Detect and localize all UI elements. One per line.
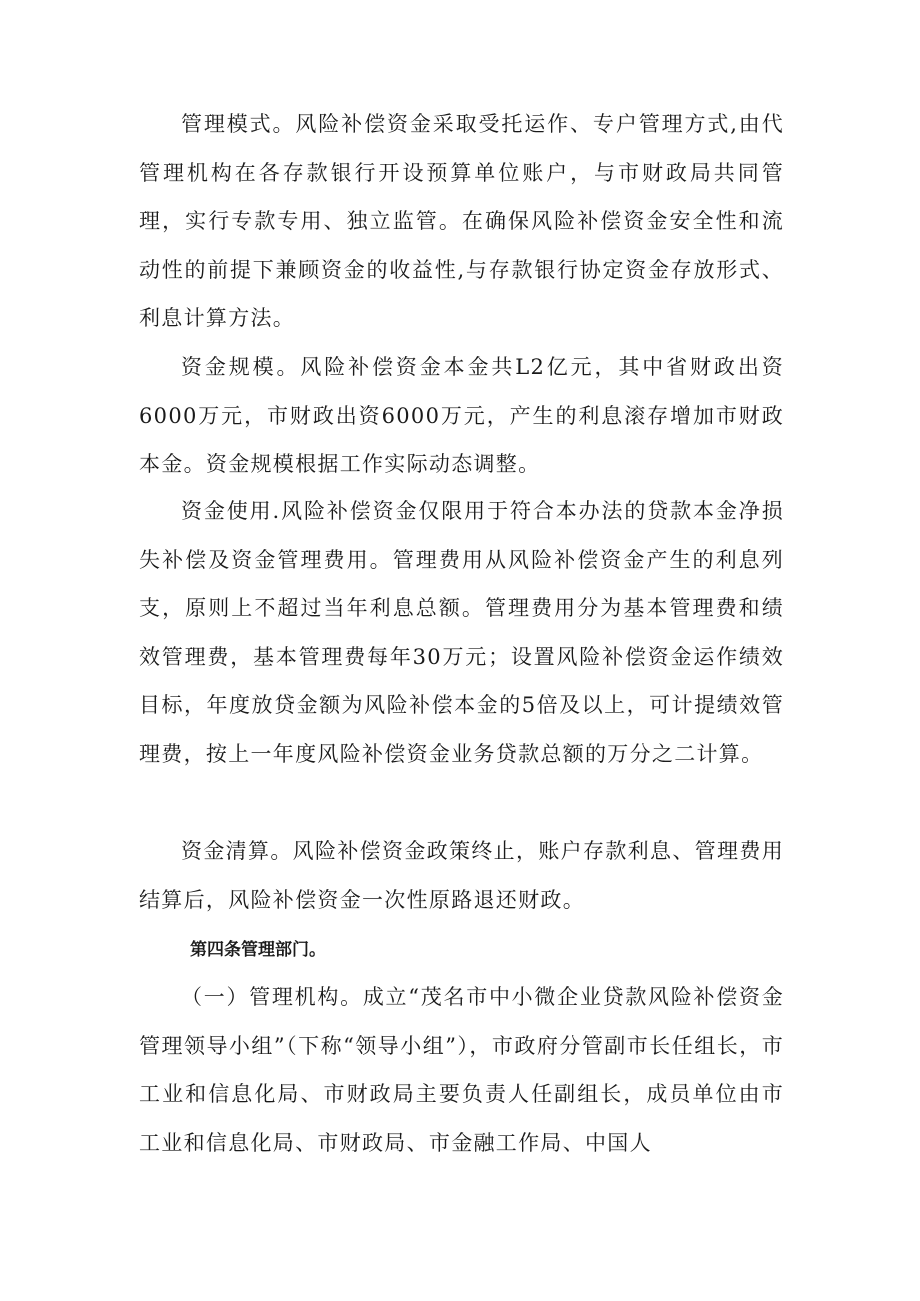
section-heading: 第四条管理部门。 bbox=[190, 940, 326, 960]
paragraph-management-body: （一）管理机构。成立“茂名市中小微企业贷款风险补偿资金管理领导小组”（下称“领导小组”），市政府分管副市长任组长，市工业和信息化局、市财政局主要负责人任副组长，成员单位由市工业和信息化局、市财政局、市金融工作局、中国人 bbox=[139, 985, 784, 1155]
paragraph-fund-scale: 资金规模。风险补偿资金本金共L2亿元，其中省财政出资6000万元，市财政出资6000万元，产生的利息滚存增加市财政本金。资金规模根据工作实际动态调整。 bbox=[139, 355, 784, 476]
paragraph-fund-clearing: 资金清算。风险补偿资金政策终止，账户存款利息、管理费用结算后，风险补偿资金一次性原路退还财政。 bbox=[139, 839, 784, 912]
paragraph-fund-usage: 资金使用.风险补偿资金仅限用于符合本办法的贷款本金净损失补偿及资金管理费用。管理费用从风险补偿资金产生的利息列支，原则上不超过当年利息总额。管理费用分为基本管理费和绩效管理费，基本管理费每年30万元；设置风险补偿资金运作绩效目标，年度放贷金额为风险补偿本金的5倍及以上，可计提绩效管理费，按上一年度风险补偿资金业务贷款总额的万分之二计算。 bbox=[139, 499, 784, 766]
paragraph-management-mode: 管理模式。风险补偿资金采取受托运作、专户管理方式,由代管理机构在各存款银行开设预算单位账户，与市财政局共同管理，实行专款专用、独立监管。在确保风险补偿资金安全性和流动性的前提下兼顾资金的收益性,与存款银行协定资金存放形式、利息计算方法。 bbox=[139, 112, 784, 330]
